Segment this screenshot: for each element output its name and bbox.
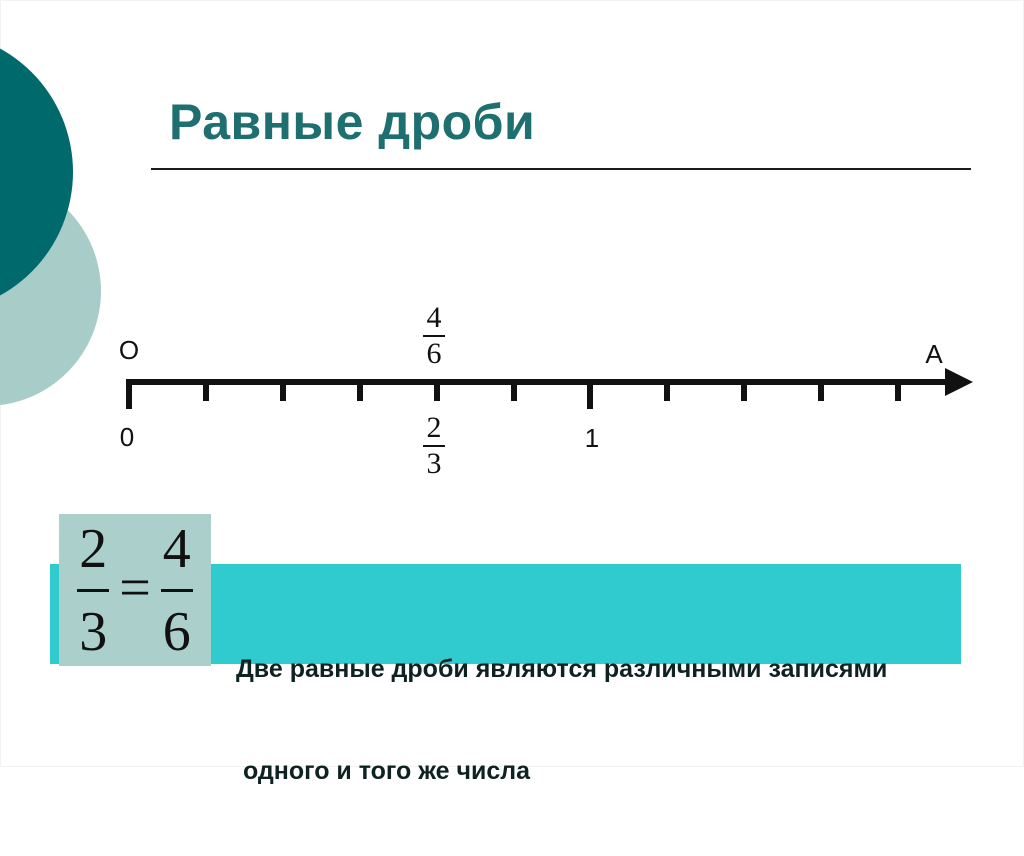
number-line-axis <box>126 379 951 385</box>
fraction-denominator: 6 <box>426 337 442 370</box>
minor-tick <box>818 379 824 401</box>
major-tick <box>126 379 132 409</box>
fraction-denominator: 3 <box>79 600 108 663</box>
fraction-numerator: 4 <box>162 517 191 580</box>
equation-box <box>59 514 211 666</box>
fraction-two-thirds <box>412 413 456 479</box>
minor-tick <box>434 379 440 401</box>
statement-line-1: Две равные дроби являются различными записями <box>236 655 888 683</box>
equation-left-fraction <box>77 517 109 663</box>
page-title: Равные дроби <box>169 94 536 150</box>
minor-tick <box>511 379 517 401</box>
minor-tick <box>741 379 747 401</box>
fraction-numerator: 2 <box>426 411 442 444</box>
fraction-numerator: 4 <box>426 301 442 334</box>
end-point-label: A <box>925 339 943 369</box>
minor-tick <box>280 379 286 401</box>
fraction-bar <box>161 589 193 592</box>
statement-text <box>236 584 887 856</box>
fraction-denominator: 3 <box>426 447 442 480</box>
fraction-bar <box>77 589 109 592</box>
fraction-four-sixths <box>412 303 456 369</box>
fraction-denominator: 6 <box>162 600 191 663</box>
fraction-numerator: 2 <box>79 517 108 580</box>
minor-tick <box>664 379 670 401</box>
arrow-right-icon <box>945 368 973 396</box>
equation-right-fraction <box>161 517 193 663</box>
major-tick <box>587 379 593 409</box>
title-underline <box>151 168 971 170</box>
equals-sign: = <box>119 557 151 619</box>
minor-tick <box>357 379 363 401</box>
statement-line-2: одного и того же числа <box>236 757 531 785</box>
zero-tick-label: 0 <box>119 422 135 452</box>
minor-tick <box>203 379 209 401</box>
one-tick-label: 1 <box>584 423 600 453</box>
origin-point-label: O <box>118 335 140 365</box>
minor-tick <box>895 379 901 401</box>
